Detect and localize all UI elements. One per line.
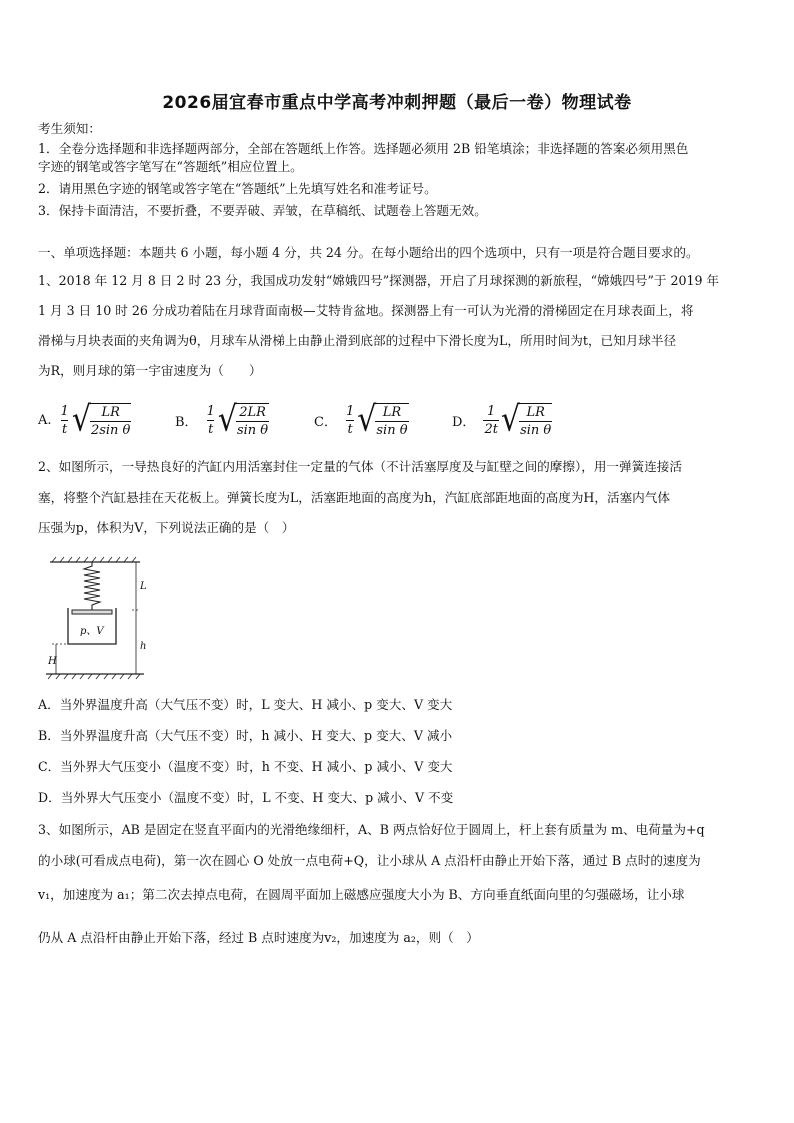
radicand-denominator: sin θ xyxy=(376,422,408,438)
section-heading: 一、单项选择题：本题共 6 小题，每小题 4 分，共 24 分。在每小题给出的四个选项中，只有一项是符合题目要求的。 xyxy=(38,245,699,260)
square-root xyxy=(217,399,269,440)
radicand-fraction xyxy=(90,405,131,438)
spring xyxy=(84,562,100,610)
question-2-option-c: C．当外界大气压变小（温度不变）时，h 不变、H 减小、p 减小、V 变大 xyxy=(38,759,453,774)
piston xyxy=(72,610,112,614)
ceiling-hatch xyxy=(52,557,136,562)
question-3-line-3: v₁，加速度为 a₁；第二次去掉点电荷，在圆周平面加上磁感应强度大小为 B、方向垂直纸面向里的匀强磁场，让小球 xyxy=(38,887,685,902)
coefficient-denominator: t xyxy=(208,421,214,437)
radicand-denominator: sin θ xyxy=(236,422,269,438)
coefficient-denominator: 2t xyxy=(484,421,498,437)
question-2-line-1: 2、如图所示，一导热良好的汽缸内用活塞封住一定量的气体（不计活塞厚度及与缸壁之间的摩擦），用一弹簧连接活 xyxy=(38,459,682,474)
coefficient-fraction xyxy=(60,404,70,437)
question-1-line-4: 为R，则月球的第一宇宙速度为（ ） xyxy=(38,363,262,378)
radical-sign: √ xyxy=(71,399,91,440)
coefficient-numerator: 1 xyxy=(206,403,215,419)
square-root xyxy=(357,399,408,440)
question-1-line-2: 1 月 3 日 10 时 26 分成功着陆在月球背面南极—艾特肯盆地。探测器上有一可认为光滑的滑梯固定在月球表面上，将 xyxy=(38,303,694,318)
question-1-option-c xyxy=(314,396,409,444)
question-3-line-4: 仍从 A 点沿杆由静止开始下落，经过 B 点时速度为v₂，加速度为 a₂，则（ ） xyxy=(38,930,479,945)
option-label: C． xyxy=(314,414,337,430)
label-h: h xyxy=(140,641,147,652)
coefficient-numerator: 1 xyxy=(345,403,355,419)
notice-item-2: 2．请用黑色字迹的钢笔或答字笔在“答题纸”上先填写姓名和准考证号。 xyxy=(38,181,437,196)
label-L: L xyxy=(140,581,147,592)
notice-heading: 考生须知： xyxy=(38,121,101,136)
coefficient-denominator: t xyxy=(62,421,68,437)
notice-item-1-line-1: 1．全卷分选择题和非选择题两部分，全部在答题纸上作答。选择题必须用 2B 铅笔填涂；非选择题的答案必须用黑色 xyxy=(38,141,689,156)
notice-item-1-line-2: 字迹的钢笔或答字笔写在“答题纸”相应位置上。 xyxy=(38,159,303,174)
radicand-numerator: LR xyxy=(101,404,120,420)
question-2-option-a: A．当外界温度升高（大气压不变）时，L 变大、H 减小、p 变大、V 变大 xyxy=(38,697,453,712)
question-1-options xyxy=(38,396,758,444)
cylinder-spring-diagram xyxy=(44,556,164,682)
question-1-line-1: 1、2018 年 12 月 8 日 2 时 23 分，我国成功发射“嫦娥四号”探测器，开启了月球探测的新旅程，“嫦娥四号”于 2019 年 xyxy=(38,273,720,288)
gas-label: p、V xyxy=(80,626,104,637)
question-2-line-3: 压强为p，体积为V，下列说法正确的是（ ） xyxy=(38,520,295,535)
question-1-line-3: 滑梯与月块表面的夹角调为θ，月球车从滑梯上由静止滑到底部的过程中下滑长度为L，所用时间为t，已知月球半径 xyxy=(38,333,677,348)
radical-sign: √ xyxy=(357,399,377,440)
radicand-numerator: 2LR xyxy=(239,404,266,420)
square-root xyxy=(500,399,552,440)
radical-sign: √ xyxy=(500,399,521,440)
coefficient-denominator: t xyxy=(347,421,353,437)
ground-hatch xyxy=(48,674,140,679)
coefficient-fraction xyxy=(483,404,499,437)
coefficient-numerator: 1 xyxy=(487,403,496,419)
question-2-option-d: D．当外界大气压变小（温度不变）时，L 不变、H 变大、p 减小、V 不变 xyxy=(38,790,454,805)
option-label: A. xyxy=(38,412,52,428)
option-label: B． xyxy=(175,414,198,430)
question-1-option-a xyxy=(38,396,131,444)
question-2-option-b: B．当外界温度升高（大气压不变）时，h 减小、H 变大、p 变大、V 减小 xyxy=(38,728,453,743)
coefficient-fraction xyxy=(345,404,355,437)
radicand-denominator: 2sin θ xyxy=(90,422,131,438)
coefficient-fraction xyxy=(206,404,216,437)
radicand-denominator: sin θ xyxy=(520,422,552,438)
question-3-line-2: 的小球(可看成点电荷)，第一次在圆心 O 处放一点电荷+Q，让小球从 A 点沿杆由静止开始下落，通过 B 点时的速度为 xyxy=(38,853,701,868)
coefficient-numerator: 1 xyxy=(60,403,69,419)
question-1-option-b xyxy=(175,396,269,444)
radicand-fraction xyxy=(375,405,408,438)
square-root xyxy=(71,399,132,440)
radicand-fraction xyxy=(519,405,552,438)
radicand-numerator: LR xyxy=(382,404,402,420)
radical-sign: √ xyxy=(217,399,237,440)
question-1-option-d xyxy=(452,396,552,444)
page-title: 2026届宜春市重点中学高考冲刺押题（最后一卷）物理试卷 xyxy=(162,93,632,113)
question-3-line-1: 3、如图所示，AB 是固定在竖直平面内的光滑绝缘细杆，A、B 两点恰好位于圆周上，杆上套有质量为 m、电荷量为+q xyxy=(38,822,705,837)
radicand-numerator: LR xyxy=(526,404,545,420)
question-2-line-2: 塞，将整个汽缸悬挂在天花板上。弹簧长度为L，活塞距地面的高度为h，汽缸底部距地面的高度为H，活塞内气体 xyxy=(38,490,670,505)
label-H: H xyxy=(48,656,57,667)
option-label: D． xyxy=(452,414,476,430)
notice-item-3: 3．保持卡面清洁，不要折叠，不要弄破、弄皱，在草稿纸、试题卷上答题无效。 xyxy=(38,203,487,218)
radicand-fraction xyxy=(236,405,269,438)
